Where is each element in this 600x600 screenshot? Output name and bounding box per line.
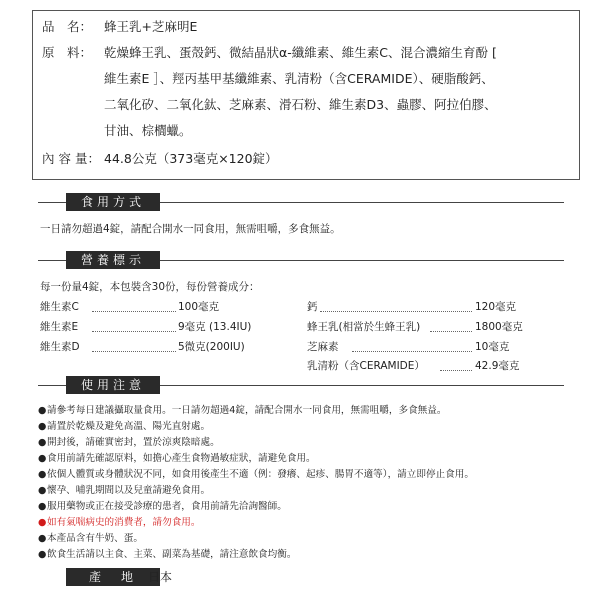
product-name-row [42,19,197,35]
dot-leader [430,331,472,332]
note-item: ●請置於乾燥及避免高溫、陽光直射處。 [38,421,211,432]
dot-leader [440,370,472,371]
dot-leader [92,331,176,332]
nutrient-name: 蜂王乳(相當於生蜂王乳) [307,321,421,333]
nutrient-name: 鈣 [307,301,318,313]
nutrition-section-header [38,251,564,269]
dot-leader [92,311,176,312]
product-name-value: 蜂王乳+芝麻明E [104,19,198,34]
bullet-icon: ● [38,421,47,432]
product-name-label: 品 名： [42,19,93,34]
ingredients-line-3: 二氧化矽、二氧化鈦、芝麻素、滑石粉、維生素D3、蟲膠、阿拉伯膠、 [104,97,497,112]
bullet-icon: ● [38,453,47,464]
bullet-icon: ● [38,517,47,528]
dot-leader [92,351,176,352]
usage-section-header [38,193,564,211]
origin-value: 日本 [148,570,173,584]
usage-text: 一日請勿超過4錠，請配合開水一同食用，無需咀嚼，多食無益。 [40,223,341,235]
note-item: ●請參考每日建議攝取量食用。一日請勿超過4錠，請配合開水一同食用，無需咀嚼，多食無益。 [38,405,447,416]
notes-title: 使用注意 [66,376,160,394]
note-item-warning: ●如有氣喘病史的消費者，請勿食用。 [38,517,201,528]
bullet-icon: ● [38,501,47,512]
ingredients-line-4: 甘油、棕櫚蠟。 [104,123,192,138]
ingredients-label: 原 料： [42,45,93,60]
nutrient-name: 維生素E [40,321,79,333]
note-item: ●本產品含有牛奶、蛋。 [38,533,143,544]
bullet-icon: ● [38,533,47,544]
nutrient-value: 42.9毫克 [475,360,520,372]
nutrient-name: 維生素D [40,341,80,353]
note-item: ●食用前請先確認原料，如擔心產生食物過敏症狀，請避免食用。 [38,453,316,464]
dot-leader [352,351,472,352]
nutrient-name: 維生素C [40,301,79,313]
usage-title: 食用方式 [66,193,160,211]
ingredients-line-1: 乾燥蜂王乳、蛋殼鈣、微結晶狀α-纖維素、維生素C、混合濃縮生育酚 [ [104,45,497,60]
nutrient-value: 10毫克 [475,341,510,353]
nutrition-summary: 每一份量4錠，本包裝含30份，每份營養成分： [40,281,260,293]
nutrient-value: 100毫克 [178,301,220,313]
nutrient-value: 120毫克 [475,301,517,313]
note-item: ●服用藥物或正在接受診療的患者，食用前請先洽詢醫師。 [38,501,287,512]
ingredients-line-2: 維生素E ］、羥丙基甲基纖維素、乳清粉（含CERAMIDE）、硬脂酸鈣、 [104,71,494,86]
bullet-icon: ● [38,485,47,496]
note-item: ●開封後，請確實密封，置於涼爽陰暗處。 [38,437,220,448]
bullet-icon: ● [38,469,47,480]
nutrient-value: 1800毫克 [475,321,523,333]
notes-section-header [38,376,564,394]
nutrient-value: 5微克(200IU) [178,341,245,353]
content-label: 內 容 量： [42,151,100,166]
content-row [42,151,278,167]
nutrition-title: 營養標示 [66,251,160,269]
nutrient-value: 9毫克 (13.4IU) [178,321,252,333]
note-item: ●懷孕、哺乳期間以及兒童請避免食用。 [38,485,211,496]
origin-section-header [38,568,138,586]
bullet-icon: ● [38,437,47,448]
note-item: ●依個人體質或身體狀況不同，如食用後產生不適（例：發癢、起疹、腸胃不適等），請立即停止食用。 [38,469,474,480]
bullet-icon: ● [38,405,47,416]
content-value: 44.8公克（373毫克×120錠） [104,151,278,166]
note-item: ●飲食生活請以主食、主菜、副菜為基礎，請注意飲食均衡。 [38,549,297,560]
origin-title: 產 地 [66,568,160,586]
dot-leader [320,311,472,312]
bullet-icon: ● [38,549,47,560]
nutrient-name: 芝麻素 [307,341,339,353]
nutrient-name: 乳清粉（含CERAMIDE） [307,360,425,372]
ingredients-label-row [42,45,104,61]
